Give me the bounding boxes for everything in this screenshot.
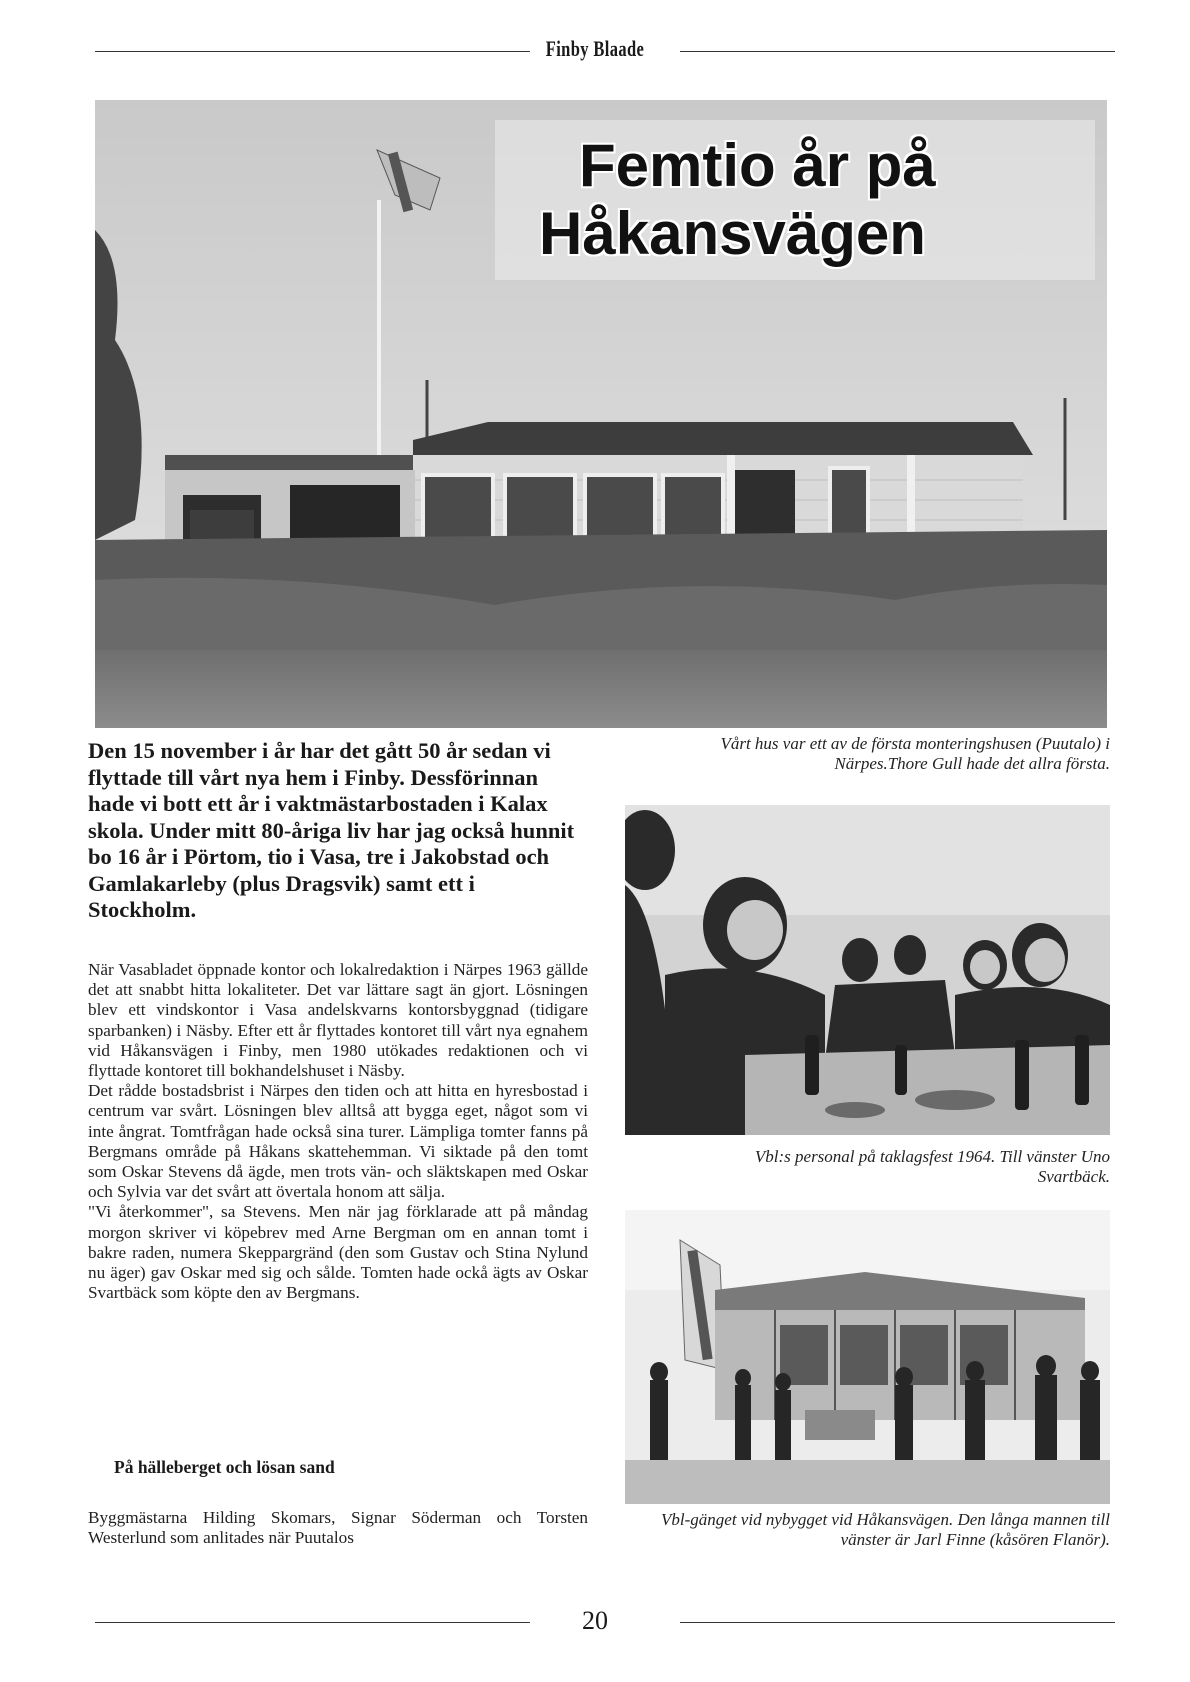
construction-photo	[625, 1210, 1110, 1504]
party-photo	[625, 805, 1110, 1135]
page-number: 20	[582, 1606, 608, 1635]
construction-photo-caption: Vbl-gänget vid nybygget vid Håkansvägen. Den långa mannen till vänster är Jarl Finne (kåsören Flanör).	[661, 1510, 1110, 1549]
article-lead: Den 15 november i år har det gått 50 år sedan vi flyttade till vårt nya hem i Finby. Dessförinnan hade vi bott ett år i vaktmästarbostaden i Kalax skola. Under mitt 80-åriga liv har jag också hunnit bo 16 år i Pörtom, tio i Vasa, tre i Jakobstad och Gamlakarleby (plus Dragsvik) samt ett i Stockholm.	[88, 738, 575, 922]
publication-title: Finby Blaade	[545, 36, 645, 61]
party-photo-caption: Vbl:s personal på taklagsfest 1964. Till vänster Uno Svartbäck.	[754, 1147, 1110, 1186]
article-body-continued: Byggmästarna Hilding Skomars, Signar Söderman och Torsten Westerlund som anlitades när Puutalos	[88, 1508, 588, 1548]
body-paragraph-1: När Vasabladet öppnade kontor och lokalredaktion i Närpes 1963 gällde det att snabbt hitta lokaliteter. Det var lättare sagt än gjort. Lösningen blev ett vindskontor i Vasa andelskvarns kontorsbyggnad (tidigare sparbanken) i Näsby. Efter ett år flyttades kontoret till vårt nya egnahem vid Håkansvägen i Finby, men 1980 utökades redaktionen och vi flyttade kontoret till bokhandelshuset i Näsby.	[88, 960, 588, 1081]
body-paragraph-2: Det rådde bostadsbrist i Närpes den tiden och att hitta en hyresbostad i centrum var svårt. Lösningen blev alltså att bygga eget, något som vi inte ångrat. Tomtfrågan hade också sina turer. Lämpliga tomter fanns på Bergmans område på Håkans skattehemman. Vi siktade på den tomt som Oskar Stevens då ägde, men trots vän- och släktskapen med Oskar och Sylvia var det svårt att övertala honom att sälja.	[88, 1081, 588, 1202]
hero-photo-caption: Vårt hus var ett av de första monteringshusen (Puutalo) i Närpes.Thore Gull hade det allra första.	[720, 734, 1110, 773]
article-title-line2: Håkansvägen	[539, 200, 926, 267]
body-paragraph-3: "Vi återkommer", sa Stevens. Men när jag förklarade att på måndag morgon skriver vi köpebrev med Arne Bergman om en annan tomt i bakre raden, numera Skeppargränd (den som Gustav och Stina Nylund nu äger) gav Oskar med sig och sålde. Tomten hade ockå ägts av Oskar Svartbäck som köpte den av Bergmans.	[88, 1202, 588, 1303]
article-body	[88, 960, 588, 1303]
article-title-line1: Femtio år på	[579, 132, 936, 199]
article-subheading: På hälleberget och lösan sand	[114, 1457, 335, 1477]
